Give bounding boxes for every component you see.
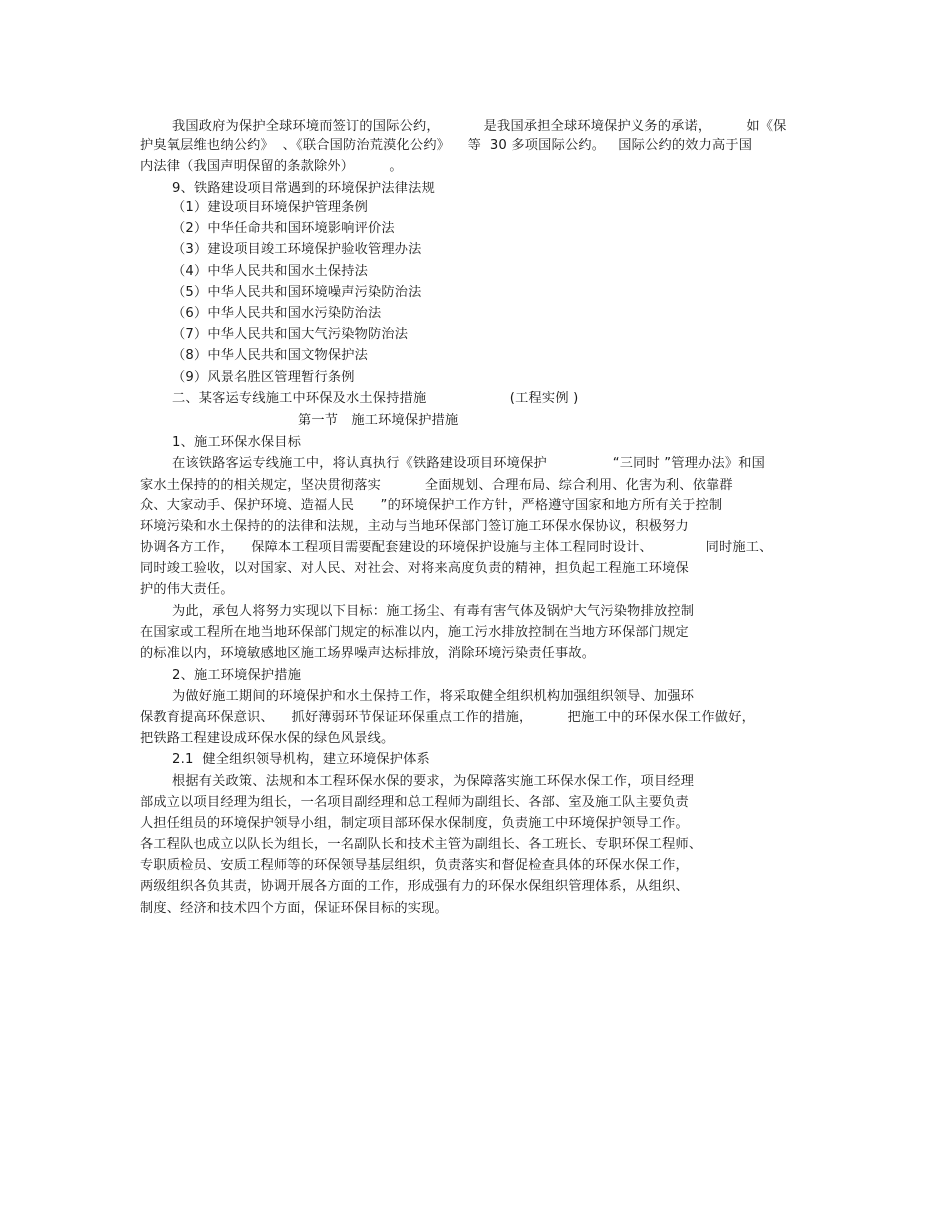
text-line: 各工程队也成立以队长为组长，一名副队长和技术主管为副组长、各工班长、专职环保工程师、 — [140, 837, 703, 852]
text-line: 二、某客运专线施工中环保及水土保持措施 (工程实例 ) — [172, 391, 579, 406]
text-line: 家水土保持的的相关规定，坚决贯彻落实 全面规划、合理布局、综合利用、化害为利、依靠群 — [140, 478, 733, 493]
text-line: （7）中华人民共和国大气污染物防治法 — [172, 327, 409, 342]
text-line: 众、大家动手、保护环境、造福人民 ”的环境保护工作方针，严格遵守国家和地方所有关于控制 — [140, 498, 723, 513]
text-line: 在该铁路客运专线施工中，将认真执行《铁路建设项目环境保护 “三同时 ”管理办法》和国 — [172, 456, 766, 471]
text-line: 同时竣工验收，以对国家、对人民、对社会、对将来高度负责的精神，担负起工程施工环境保 — [140, 561, 689, 576]
text-line: 两级组织各负其责，协调开展各方面的工作，形成强有力的环保水保组织管理体系，从组织、 — [140, 879, 689, 894]
text-line: 根据有关政策、法规和本工程环保水保的要求，为保障落实施工环保水保工作，项目经理 — [172, 774, 695, 789]
text-line: 1、施工环保水保目标 — [172, 435, 302, 450]
text-line: 护的伟大责任。 — [140, 582, 234, 597]
text-line: （1）建设项目环境保护管理条例 — [172, 200, 369, 215]
text-line: 在国家或工程所在地当地环保部门规定的标准以内，施工污水排放控制在当地方环保部门规定 — [140, 625, 689, 640]
text-line: 专职质检员、安质工程师等的环保领导基层组织，负责落实和督促检查具体的环保水保工作， — [140, 858, 689, 873]
text-line: 保教育提高环保意识、 抓好薄弱环节保证环保重点工作的措施， 把施工中的环保水保工作做好， — [140, 710, 755, 725]
text-line: 护臭氧层维也纳公约》 、《联合国防治荒漠化公约》 等 30 多项国际公约。 国际公约的效力高于国 — [140, 138, 753, 153]
text-line: 制度、经济和技术四个方面，保证环保目标的实现。 — [140, 901, 448, 916]
text-line: （2）中华任命共和国环境影响评价法 — [172, 221, 395, 236]
text-line: 环境污染和水土保持的的法律和法规，主动与当地环保部门签订施工环保水保协议，积极努力 — [140, 519, 689, 534]
text-line: （4）中华人民共和国水土保持法 — [172, 264, 369, 279]
section-heading: 第一节 施工环境保护措施 — [298, 413, 459, 428]
text-line: 部成立以项目经理为组长，一名项目副经理和总工程师为副组长、各部、室及施工队主要负责 — [140, 795, 689, 810]
text-line: 为此，承包人将努力实现以下目标：施工扬尘、有毒有害气体及锅炉大气污染物排放控制 — [172, 604, 695, 619]
text-line: 的标准以内，环境敏感地区施工场界噪声达标排放，消除环境污染责任事故。 — [140, 646, 596, 661]
text-line: 人担任组员的环境保护领导小组，制定项目部环保水保制度，负责施工中环境保护领导工作。 — [140, 816, 689, 831]
text-line: （5）中华人民共和国环境噪声污染防治法 — [172, 285, 422, 300]
text-line: （8）中华人民共和国文物保护法 — [172, 348, 369, 363]
text-line: （6）中华人民共和国水污染防治法 — [172, 306, 382, 321]
text-line: （3）建设项目竣工环境保护验收管理办法 — [172, 242, 422, 257]
text-line: 2.1 健全组织领导机构，建立环境保护体系 — [172, 752, 430, 767]
text-line: 把铁路工程建设成环保水保的绿色风景线。 — [140, 731, 395, 746]
text-line: 9、铁路建设项目常遇到的环境保护法律法规 — [172, 181, 435, 196]
text-line: 为做好施工期间的环境保护和水土保持工作，将采取健全组织机构加强组织领导、加强环 — [172, 689, 695, 704]
text-line: 内法律（我国声明保留的条款除外） 。 — [140, 159, 403, 174]
text-line: 我国政府为保护全球环境而签订的国际公约， 是我国承担全球环境保护义务的承诺， 如《保 — [172, 119, 787, 134]
text-line: 协调各方工作， 保障本工程项目需要配套建设的环境保护设施与主体工程同时设计、 同时施工、 — [140, 540, 773, 555]
text-line: 2、施工环境保护措施 — [172, 668, 302, 683]
text-line: （9）风景名胜区管理暂行条例 — [172, 370, 355, 385]
